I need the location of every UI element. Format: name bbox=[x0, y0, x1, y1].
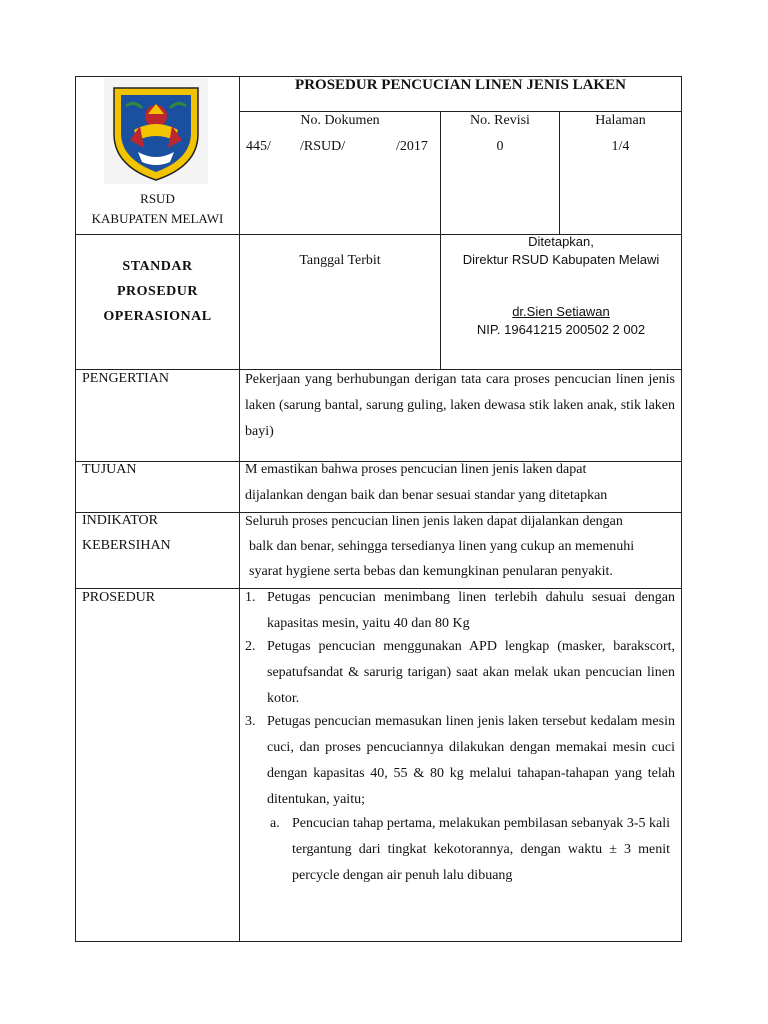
border-mid bbox=[239, 76, 240, 942]
sop-line3: OPERASIONAL bbox=[103, 309, 212, 324]
prosedur-label: PROSEDUR bbox=[82, 590, 156, 605]
step-text: Petugas pencucian memasukan linen jenis laken tersebut kedalam mesin cuci, dan proses pencuciannya dilakukan dengan memakai mesin cuci dengan kapasitas 40, 55 & 80 kg melalui tahapan-tahapan yang telah ditentukan, yaitu; bbox=[267, 714, 675, 807]
doc-number-part2: /RSUD/ bbox=[300, 139, 346, 154]
org-line2: KABUPATEN MELAWI bbox=[91, 211, 224, 226]
pengertian-text: Pekerjaan yang berhubungan derigan tata cara proses pencucian linen jenis laken (sarung bantal, sarung guling, laken dewasa stik laken anak, stik laken bayi) bbox=[245, 372, 675, 439]
substep-letter: a. bbox=[270, 816, 280, 831]
step-number: 3. bbox=[245, 714, 256, 729]
doc-number-part1: 445/ bbox=[246, 139, 271, 154]
signer-name: dr.Sien Setiawan bbox=[512, 304, 610, 319]
pengertian-label: PENGERTIAN bbox=[82, 371, 170, 386]
date-issued-label: Tanggal Terbit bbox=[299, 253, 381, 268]
indikator-line2: balk dan benar, sehingga tersedianya linen yang cukup an memenuhi bbox=[249, 539, 635, 554]
page-value: 1/4 bbox=[611, 139, 630, 154]
kabupaten-melawi-logo-icon bbox=[104, 78, 208, 184]
tujuan-line2: dijalankan dengan baik dan benar sesuai standar yang ditetapkan bbox=[245, 488, 608, 503]
indikator-line3: syarat hygiene serta bebas dan kemungkinan penularan penyakit. bbox=[249, 564, 613, 579]
step-text: Petugas pencucian menggunakan APD lengkap (masker, barakscort, sepatufsandat & sarurig tarigan) saat akan melak ukan pencucian linen kotor. bbox=[267, 639, 675, 706]
document-title: PROSEDUR PENCUCIAN LINEN JENIS LAKEN bbox=[295, 77, 626, 93]
director-title: Direktur RSUD Kabupaten Melawi bbox=[462, 252, 660, 267]
step-text: Petugas pencucian menimbang linen terlebih dahulu sesuai dengan kapasitas mesin, yaitu 40 dan 80 Kg bbox=[267, 590, 675, 631]
sop-line1: STANDAR bbox=[122, 259, 193, 274]
approved-label: Ditetapkan, bbox=[528, 234, 594, 249]
doc-number-part3: /2017 bbox=[396, 139, 428, 154]
sop-line2: PROSEDUR bbox=[116, 284, 198, 299]
step-number: 2. bbox=[245, 639, 256, 654]
indikator-label1: INDIKATOR bbox=[82, 513, 158, 528]
signer-nip: NIP. 19641215 200502 2 002 bbox=[476, 322, 646, 337]
border-bottom bbox=[75, 941, 682, 942]
revision-label: No. Revisi bbox=[470, 113, 530, 128]
doc-number-label: No. Dokumen bbox=[300, 113, 380, 128]
tujuan-label: TUJUAN bbox=[82, 462, 137, 477]
indikator-label2: KEBERSIHAN bbox=[82, 538, 171, 553]
border-right bbox=[681, 76, 682, 942]
step-number: 1. bbox=[245, 590, 256, 605]
list-item-step-2 bbox=[245, 634, 675, 712]
substep-text: Pencucian tahap pertama, melakukan pembilasan sebanyak 3-5 kali tergantung dari tingkat kekotorannya, dengan waktu ± 3 menit percycle dengan air penuh lalu dibuang bbox=[292, 816, 670, 883]
list-item-substep-a bbox=[270, 811, 670, 889]
revision-value: 0 bbox=[496, 139, 504, 154]
list-item-step-3 bbox=[245, 709, 675, 813]
org-line1: RSUD bbox=[140, 191, 175, 206]
indikator-line1: Seluruh proses pencucian linen jenis laken dapat dijalankan dengan bbox=[245, 514, 623, 529]
page-label: Halaman bbox=[595, 113, 646, 128]
list-item-step-1 bbox=[245, 585, 675, 637]
tujuan-line1: M emastikan bahwa proses pencucian linen jenis laken dapat bbox=[245, 462, 587, 477]
